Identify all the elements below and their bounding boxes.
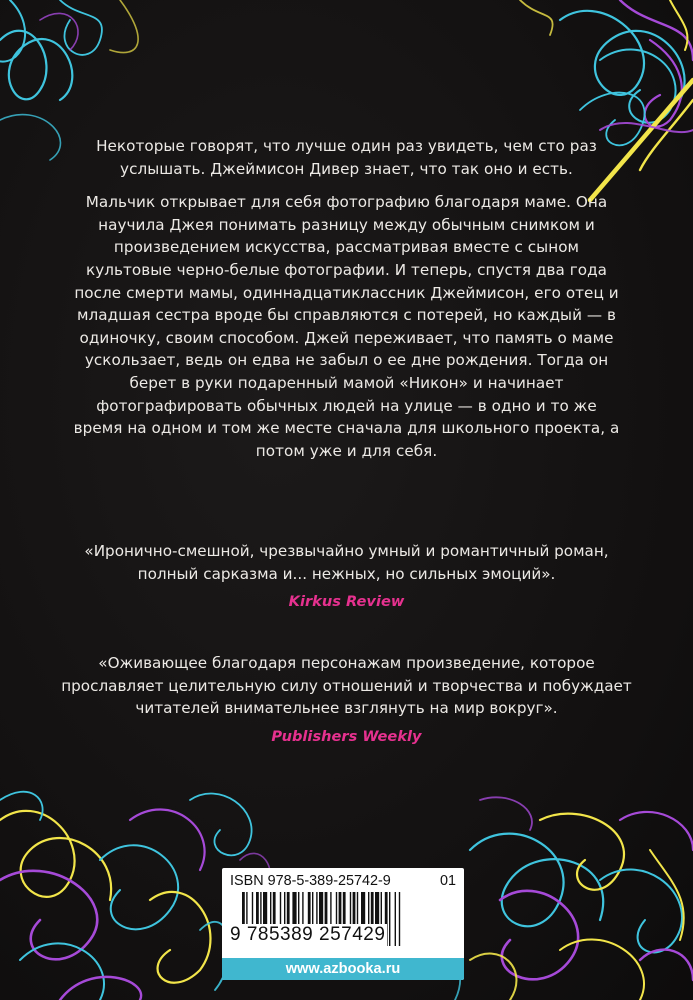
isbn-addon: 01	[439, 873, 456, 889]
quote-text: «Иронично-смешной, чрезвычайно умный и романтичный роман, полный сарказма и... нежных, но сильных эмоций».	[84, 542, 609, 583]
blurb-intro: Некоторые говорят, что лучше один раз увидеть, чем сто раз услышать. Джеймисон Дивер знает, что так оно и есть.	[96, 137, 597, 178]
review-quote-publishers-weekly	[60, 652, 633, 748]
quote-source: Kirkus Review	[288, 593, 405, 611]
barcode-bar	[395, 892, 396, 946]
publisher-website: www.azbooka.ru	[222, 958, 464, 980]
quote-text: «Оживающее благодаря персонажам произведение, которое прославляет целительную силу отношений и творчества и побуждает читателей внимательнее взглянуть на мир вокруг».	[61, 654, 632, 718]
barcode-bar	[389, 892, 390, 946]
barcode-digits: 9 785389 257429	[230, 924, 386, 945]
isbn-line	[230, 873, 456, 889]
barcode-bar	[399, 892, 400, 946]
quote-source: Publishers Weekly	[271, 727, 422, 745]
review-quote-kirkus	[60, 540, 633, 614]
isbn-number: ISBN 978-5-389-25742-9	[230, 873, 391, 889]
blurb-main: Мальчик открывает для себя фотографию благодаря маме. Она научила Джея понимать разницу между обычным снимком и произведением искусства, рассматривая вместе с сыном культовые черно-белые фотографии. И теперь, спустя два года после смерти мамы, одиннадцатиклассник Джеймисон, его отец и младшая сестра вроде бы справляются с потерей, но каждый — в одиночку, своим способом. Джей переживает, что память о маме ускользает, ведь он едва не забыл о ее дне рождения. Тогда он берет в руки подаренный мамой «Никон» и начинает фотографировать обычных людей на улице — в одно и то же время на одном и том же месте сначала для школьного проекта, а потом уже и для себя.	[73, 193, 620, 460]
